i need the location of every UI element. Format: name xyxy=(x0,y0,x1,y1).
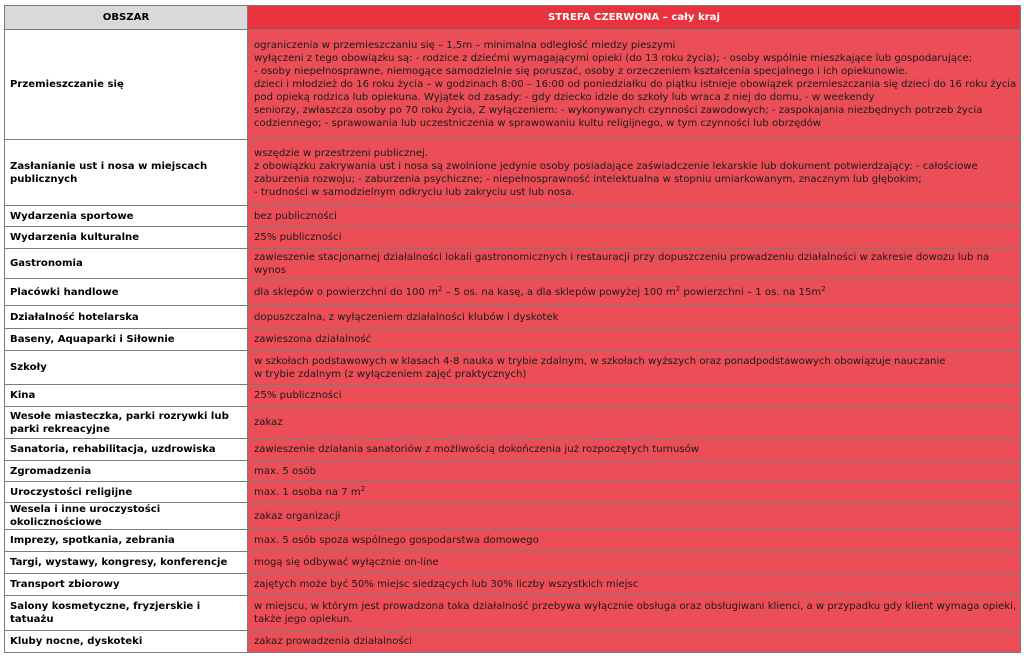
row-rule: zawieszona działalność xyxy=(248,329,1021,351)
row-rule: dla sklepów o powierzchni do 100 $m^2 - 5$ os. na kasę, a dla sklepów powyżej 100 $m^2$ powierzchni – 1 os. na $15m^2$ xyxy=(248,279,1021,306)
table-row xyxy=(5,482,1021,503)
row-area: Działalność hotelarska xyxy=(5,306,248,329)
table-row xyxy=(5,574,1021,596)
row-rule: max. 5 osób spoza wspólnego gospodarstwa domowego xyxy=(248,530,1021,552)
row-area: Imprezy, spotkania, zebrania xyxy=(5,530,248,552)
row-rule: 25% publiczności xyxy=(248,385,1021,407)
row-area: Zgromadzenia xyxy=(5,461,248,482)
table-row xyxy=(5,503,1021,530)
zone-column-header: STREFA CZERWONA – cały kraj xyxy=(248,6,1021,30)
row-rule: max. 5 osób xyxy=(248,461,1021,482)
table-row xyxy=(5,461,1021,482)
restrictions-table xyxy=(4,5,1021,653)
row-rule: 25% publiczności xyxy=(248,227,1021,249)
row-rule: bez publiczności xyxy=(248,206,1021,227)
row-area: Transport zbiorowy xyxy=(5,574,248,596)
table-row xyxy=(5,329,1021,351)
table-row xyxy=(5,351,1021,385)
row-area: Gastronomia xyxy=(5,249,248,279)
table-row xyxy=(5,552,1021,574)
row-area: Wesołe miasteczka, parki rozrywki lub parki rekreacyjne xyxy=(5,407,248,439)
table-header-row xyxy=(5,6,1021,30)
row-rule: zakaz prowadzenia działalności xyxy=(248,631,1021,653)
row-rule: dopuszczalna, z wyłączeniem działalności klubów i dyskotek xyxy=(248,306,1021,329)
row-rule: mogą się odbywać wyłącznie on-line xyxy=(248,552,1021,574)
row-area: Szkoły xyxy=(5,351,248,385)
table-row xyxy=(5,439,1021,461)
row-rule: wszędzie w przestrzeni publicznej. z obowiązku zakrywania ust i nosa są zwolnione jedynie osoby posiadające zaświadczenie lekarskie lub dokument potwierdzający: - całościowe zaburzenia rozwoju; - zaburzenia psychiczne; - niepełnosprawność intelektualna w stopniu umiarkowanym, znacznym lub głębokim; - trudności w samodzielnym odkryciu lub zakryciu ust lub nosa. xyxy=(248,140,1021,206)
restrictions-table-container xyxy=(4,5,1021,653)
row-area: Przemieszczanie się xyxy=(5,30,248,140)
table-row xyxy=(5,385,1021,407)
table-row xyxy=(5,530,1021,552)
table-row xyxy=(5,306,1021,329)
table-row xyxy=(5,407,1021,439)
row-area: Wesela i inne uroczystości okolicznościowe xyxy=(5,503,248,530)
row-area: Uroczystości religijne xyxy=(5,482,248,503)
table-row xyxy=(5,206,1021,227)
row-area: Placówki handlowe xyxy=(5,279,248,306)
row-area: Kina xyxy=(5,385,248,407)
row-rule: zakaz xyxy=(248,407,1021,439)
table-row xyxy=(5,596,1021,631)
table-row xyxy=(5,249,1021,279)
row-area: Salony kosmetyczne, fryzjerskie i tatuażu xyxy=(5,596,248,631)
table-row xyxy=(5,140,1021,206)
row-area: Kluby nocne, dyskoteki xyxy=(5,631,248,653)
table-row xyxy=(5,279,1021,306)
row-area: Wydarzenia sportowe xyxy=(5,206,248,227)
row-rule: w szkołach podstawowych w klasach 4-8 nauka w trybie zdalnym, w szkołach wyższych oraz ponadpodstawowych obowiązuje nauczanie w trybie zdalnym (z wyłączeniem zajęć praktycznych) xyxy=(248,351,1021,385)
row-rule: zawieszenie działania sanatoriów z możliwością dokończenia już rozpoczętych turnusów xyxy=(248,439,1021,461)
table-row xyxy=(5,631,1021,653)
row-rule: w miejscu, w którym jest prowadzona taka działalność przebywa wyłącznie obsługa oraz obsługiwani klienci, a w przypadku gdy klient wymaga opieki, także jego opiekun. xyxy=(248,596,1021,631)
row-rule: zawieszenie stacjonarnej działalności lokali gastronomicznych i restauracji przy dopuszczeniu prowadzeniu działalności w zakresie dowozu lub na wynos xyxy=(248,249,1021,279)
row-rule: zakaz organizacji xyxy=(248,503,1021,530)
row-rule: ograniczenia w przemieszczaniu się – 1,5m – minimalna odległość miedzy pieszymi wyłączeni z tego obowiązku są: - rodzice z dziećmi wymagającymi opieki (do 13 roku życia); - osoby wspólnie mieszkające lub gospodarujące; - osoby niepełnosprawne, niemogące samodzielnie się poruszać, osoby z orzeczeniem kształcenia specjalnego i ich opiekunowie. dzieci i młodzież do 16 roku życia – w godzinach 8:00 – 16:00 od poniedziałku do piątku istnieje obowiązek przemieszczania się dzieci do 16 roku życia pod opieką rodzica lub opiekuna. Wyjątek od zasady: - gdy dziecko idzie do szkoły lub wraca z niej do domu, - w weekendy seniorzy, zwłaszcza osoby po 70 roku życia, Z wyłączeniem: - wykonywanych czynności zawodowych; - zaspokajania niezbędnych potrzeb życia codziennego; - sprawowania lub uczestniczenia w sprawowaniu kultu religijnego, w tym czynności lub obrzędów xyxy=(248,30,1021,140)
row-rule: max. 1 osoba na 7 $m^2$ xyxy=(248,482,1021,503)
row-area: Wydarzenia kulturalne xyxy=(5,227,248,249)
table-row xyxy=(5,227,1021,249)
table-row xyxy=(5,30,1021,140)
row-area: Zasłanianie ust i nosa w miejscach publicznych xyxy=(5,140,248,206)
row-area: Sanatoria, rehabilitacja, uzdrowiska xyxy=(5,439,248,461)
row-rule: zajętych może być 50% miejsc siedzących lub 30% liczby wszystkich miejsc xyxy=(248,574,1021,596)
row-area: Targi, wystawy, kongresy, konferencje xyxy=(5,552,248,574)
row-area: Baseny, Aquaparki i Siłownie xyxy=(5,329,248,351)
area-column-header: OBSZAR xyxy=(5,6,248,30)
